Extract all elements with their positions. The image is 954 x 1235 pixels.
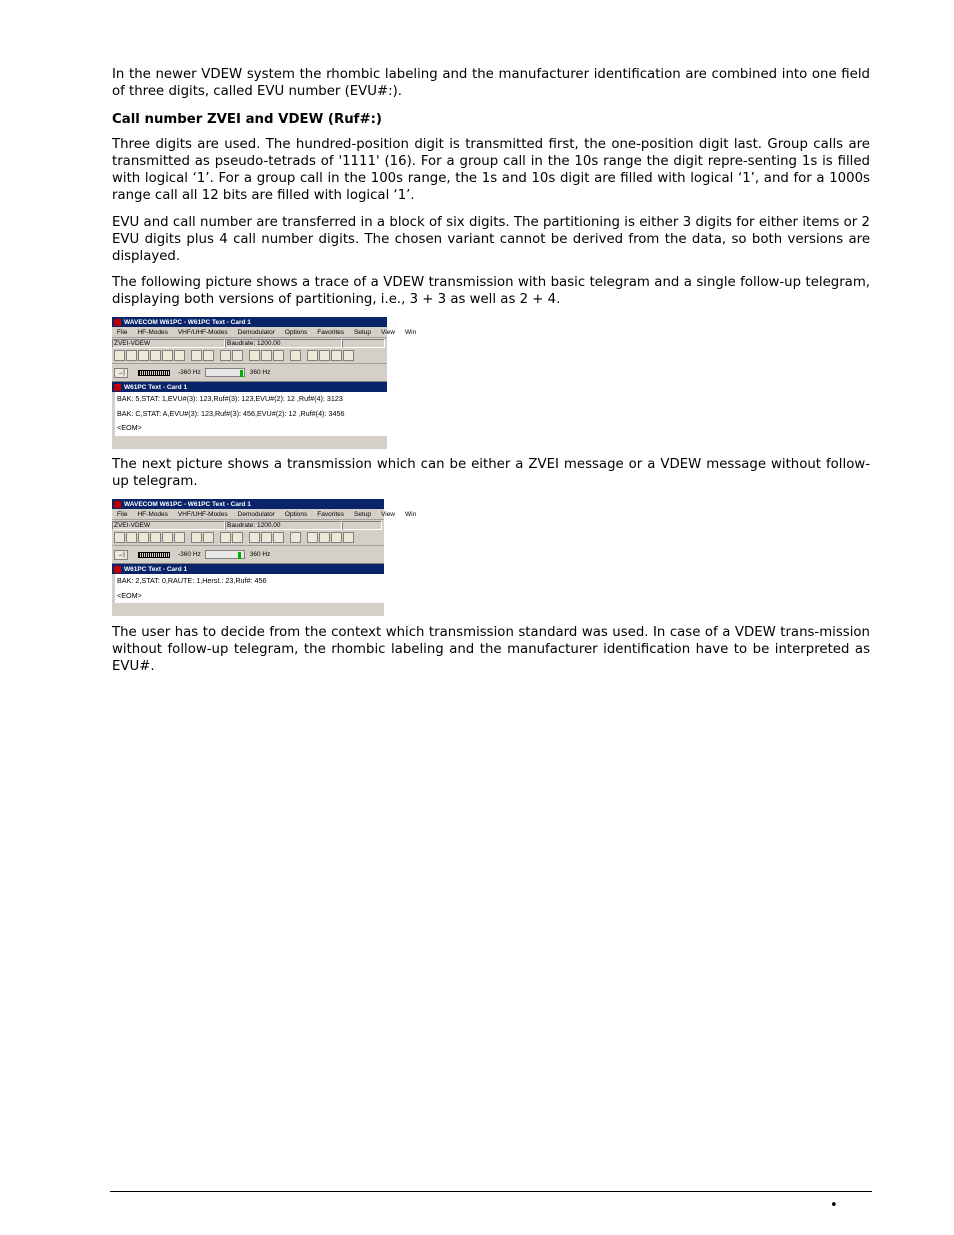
window-title: WAVECOM W61PC - W61PC Text - Card 1: [124, 500, 251, 508]
footer-bullet: •: [830, 1198, 838, 1213]
output-line: <EOM>: [117, 590, 142, 600]
context-help-icon[interactable]: [232, 350, 243, 361]
menu-item-hf-modes[interactable]: HF-Modes: [137, 328, 168, 336]
window-titlebar: [112, 317, 387, 327]
app-logo-icon: [114, 501, 121, 508]
tune-arrow-icon[interactable]: →|: [114, 550, 128, 560]
status-row: [112, 338, 387, 348]
save-icon[interactable]: [138, 350, 149, 361]
window-3-icon[interactable]: [331, 350, 342, 361]
toolbar: [112, 530, 384, 546]
output-line: BAK: 5,STAT: 1,EVU#(3): 123,Ruf#(3): 123,EVU#(2): 12 ,Ruf#(4): 3123: [117, 394, 343, 403]
status-field-blank: [342, 521, 382, 530]
output-line: <EOM>: [117, 423, 142, 432]
menu-item-demodulator[interactable]: Demodulator: [237, 510, 275, 518]
window-2-icon[interactable]: [319, 350, 330, 361]
forward-icon[interactable]: [273, 350, 284, 361]
window-3-icon[interactable]: [331, 532, 342, 543]
screenshot-zvei-trace: [112, 499, 417, 616]
lock-icon[interactable]: [203, 532, 214, 543]
menu-item-view[interactable]: View: [381, 328, 396, 336]
window-4-icon[interactable]: [343, 532, 354, 543]
dropdown-icon[interactable]: [261, 350, 272, 361]
paragraph-next-picture: The next picture shows a transmission which can be either a ZVEI message or a VDEW message without follow-up telegram.: [112, 457, 870, 489]
child-window-icon: [114, 566, 121, 573]
menu-bar: [112, 327, 417, 338]
paragraph-trace-intro: The following picture shows a trace of a VDEW transmission with basic telegram and a single follow-up telegram, displaying both versions of partitioning, i.e., 3 + 3 as well as 2 + 4.: [112, 275, 870, 307]
calculator-icon[interactable]: [290, 532, 301, 543]
menu-bar: [112, 509, 417, 520]
tune-arrow-icon[interactable]: →|: [114, 368, 128, 378]
open-icon[interactable]: [126, 532, 137, 543]
baudrate-field: Baudrate: 1200.00: [225, 339, 342, 348]
screenshot-vdew-trace: [112, 317, 417, 449]
find-icon[interactable]: [191, 532, 202, 543]
status-row: [112, 520, 384, 530]
menu-item-setup[interactable]: Setup: [354, 510, 372, 518]
back-icon[interactable]: [249, 532, 260, 543]
context-help-icon[interactable]: [232, 532, 243, 543]
window-4-icon[interactable]: [343, 350, 354, 361]
new-icon[interactable]: [114, 532, 125, 543]
level-bars: [138, 552, 170, 558]
tuner-bar: [112, 546, 384, 564]
toolbar: [112, 348, 387, 364]
tune-slider[interactable]: [205, 550, 245, 559]
dropdown-icon[interactable]: [261, 532, 272, 543]
print-preview-icon[interactable]: [174, 532, 185, 543]
child-window-title: [112, 564, 384, 574]
find-icon[interactable]: [191, 350, 202, 361]
tune-high-label: 360 Hz: [249, 551, 271, 558]
paragraph-conclusion: The user has to decide from the context which transmission standard was used. In case of a VDEW trans-mission without follow-up telegram, the rhombic labeling and the manufacturer identification have to be interpreted as EVU#.: [112, 625, 870, 674]
level-bars: [138, 370, 170, 376]
menu-item-favorites[interactable]: Favorites: [317, 328, 345, 336]
baudrate-field: Baudrate: 1200.00: [225, 521, 342, 530]
menu-item-view[interactable]: View: [381, 510, 396, 518]
copy-icon[interactable]: [150, 350, 161, 361]
menu-item-setup[interactable]: Setup: [354, 328, 372, 336]
menu-item-vhf-uhf-modes[interactable]: VHF/UHF-Modes: [177, 328, 228, 336]
window-title: WAVECOM W61PC - W61PC Text - Card 1: [124, 318, 251, 326]
tune-slider-thumb[interactable]: [238, 552, 241, 559]
menu-item-options[interactable]: Options: [284, 510, 308, 518]
text-output: [112, 574, 384, 603]
menu-item-vhf-uhf-modes[interactable]: VHF/UHF-Modes: [177, 510, 228, 518]
window-2-icon[interactable]: [319, 532, 330, 543]
menu-item-options[interactable]: Options: [284, 328, 308, 336]
footer-rule: [110, 1191, 872, 1192]
open-icon[interactable]: [126, 350, 137, 361]
forward-icon[interactable]: [273, 532, 284, 543]
copy-icon[interactable]: [150, 532, 161, 543]
section-heading: Call number ZVEI and VDEW (Ruf#:): [112, 112, 382, 127]
help-icon[interactable]: [220, 532, 231, 543]
paragraph-three-digits: Three digits are used. The hundred-position digit is transmitted first, the one-position digit last. Group calls are transmitted as pseudo-tetrads of '1111' (16). For a group call in the 10s range the digit repre-senting 1s is filled with logical ‘1’. For a group call in the 100s range, the 1s and 10s digit are filled with logical ‘1’, and for a 1000s range call all 12 bits are filled with logical ‘1’.: [112, 137, 870, 203]
tuner-bar: [112, 364, 387, 382]
mode-field: ZVEI-VDEW: [112, 521, 225, 530]
child-window-title: [112, 382, 387, 392]
window-titlebar: [112, 499, 384, 509]
mode-field: ZVEI-VDEW: [112, 339, 225, 348]
menu-item-demodulator[interactable]: Demodulator: [237, 328, 275, 336]
output-line: BAK: C,STAT: A,EVU#(3): 123,Ruf#(3): 456,EVU#(2): 12 ,Ruf#(4): 3456: [117, 408, 345, 418]
text-output: [112, 392, 387, 436]
paragraph-evu-intro: In the newer VDEW system the rhombic labeling and the manufacturer identification are combined into one field of three digits, called EVU number (EVU#:).: [112, 67, 870, 99]
window-1-icon[interactable]: [307, 350, 318, 361]
tune-low-label: -360 Hz: [178, 551, 201, 558]
print-icon[interactable]: [162, 532, 173, 543]
child-window-title-text: W61PC Text - Card 1: [124, 565, 188, 573]
app-logo-icon: [114, 319, 121, 326]
tune-slider-thumb[interactable]: [240, 370, 243, 377]
menu-item-file[interactable]: File: [117, 510, 128, 518]
lock-icon[interactable]: [203, 350, 214, 361]
calculator-icon[interactable]: [290, 350, 301, 361]
new-icon[interactable]: [114, 350, 125, 361]
child-window-title-text: W61PC Text - Card 1: [124, 383, 188, 391]
window-1-icon[interactable]: [307, 532, 318, 543]
print-preview-icon[interactable]: [174, 350, 185, 361]
status-field-blank: [342, 339, 385, 348]
menu-item-hf-modes[interactable]: HF-Modes: [137, 510, 168, 518]
menu-item-window[interactable]: Win: [405, 328, 417, 336]
tune-low-label: -360 Hz: [178, 369, 201, 376]
menu-item-favorites[interactable]: Favorites: [317, 510, 345, 518]
tune-slider[interactable]: [205, 368, 245, 377]
tune-high-label: 360 Hz: [249, 369, 271, 376]
paragraph-block-partition: EVU and call number are transferred in a block of six digits. The partitioning is either 3 digits for either items or 2 EVU digits plus 4 call number digits. The chosen variant cannot be derived from the data, so both versions are displayed.: [112, 215, 870, 264]
help-icon[interactable]: [220, 350, 231, 361]
child-window-icon: [114, 384, 121, 391]
output-line: BAK: 2,STAT: 0,RAUTE: 1,Herst.: 23,Ruf#: 456: [117, 576, 267, 585]
print-icon[interactable]: [162, 350, 173, 361]
back-icon[interactable]: [249, 350, 260, 361]
menu-item-file[interactable]: File: [117, 328, 128, 336]
menu-item-window[interactable]: Win: [405, 510, 417, 518]
save-icon[interactable]: [138, 532, 149, 543]
